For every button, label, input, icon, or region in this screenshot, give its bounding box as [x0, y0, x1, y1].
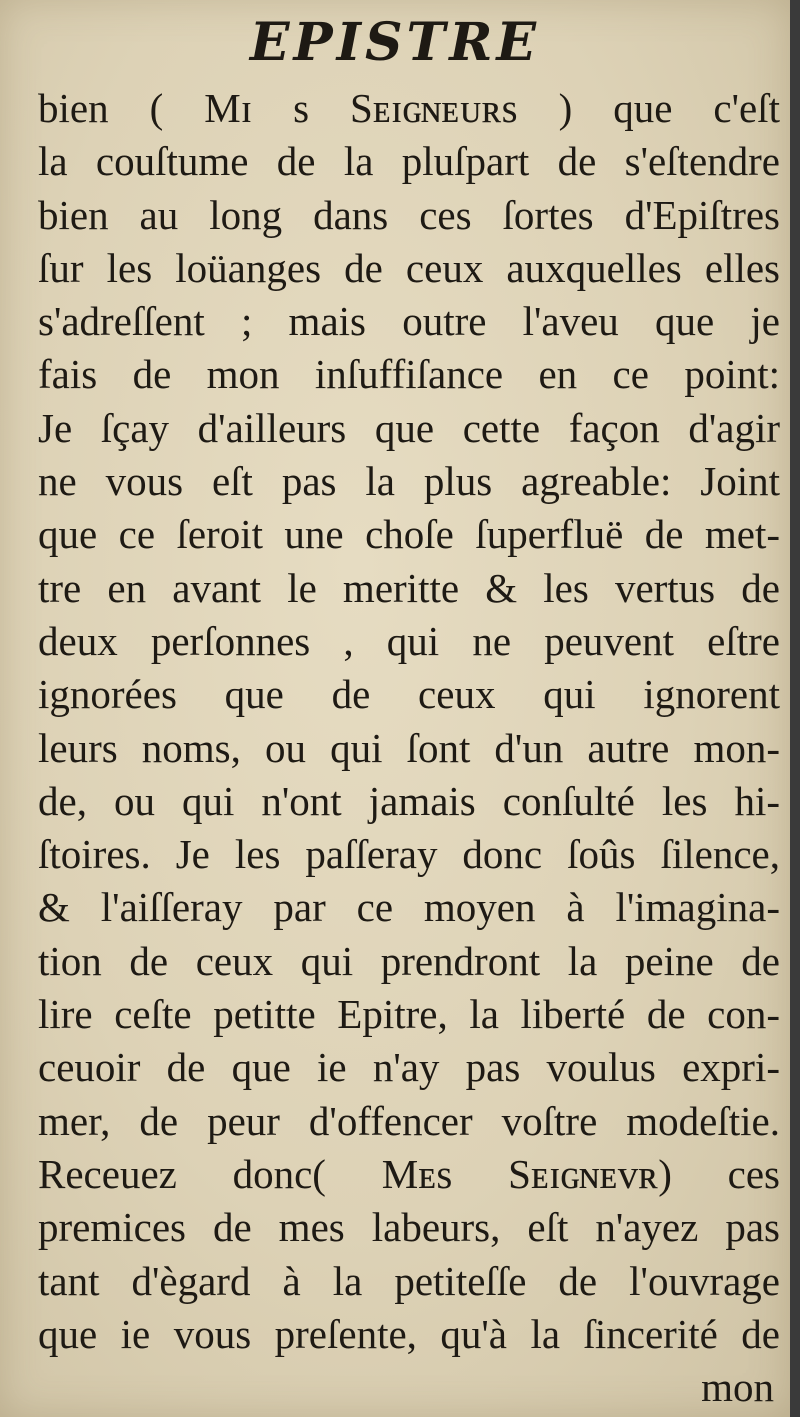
text-line: tre en avant le meritte & les vertus de [38, 564, 780, 611]
text-line: fais de mon inſuffiſance en ce point: [38, 351, 780, 398]
text-line: ne vous eſt pas la plus agreable: Joint [38, 458, 780, 505]
text-line: Je ſçay d'ailleurs que cette façon d'agir [38, 404, 780, 451]
text-line: tant d'ègard à la petiteſſe de l'ouvrage [38, 1257, 780, 1304]
text-line: premices de mes labeurs, eſt n'ayez pas [38, 1204, 780, 1251]
text-line: la couſtume de la pluſpart de s'eſtendre [38, 138, 780, 185]
text-line: & l'aiſſeray par ce moyen à l'imagina- [38, 884, 780, 931]
body-text [38, 82, 780, 1414]
text-line: ceuoir de que ie n'ay pas voulus expri- [38, 1044, 780, 1091]
text-line: bien ( Mɪ s Sᴇɪɢɴᴇᴜʀs ) que c'eſt [38, 85, 780, 131]
text-line: leurs noms, ou qui ſont d'un autre mon- [38, 724, 780, 771]
text-line: Receuez donc( Mᴇs Sᴇɪɢɴᴇᴠʀ) ces [38, 1150, 780, 1197]
text-line: ſur les loüanges de ceux auxquelles elles [38, 244, 780, 291]
text-line: que ce ſeroit une choſe ſuperfluë de met- [38, 511, 780, 558]
running-header: EPISTRE [249, 12, 541, 73]
text-line: lire ceſte petitte Epitre, la liberté de con- [38, 991, 780, 1038]
text-line: de, ou qui n'ont jamais conſulté les hi- [38, 777, 780, 824]
catchword: mon [701, 1364, 774, 1411]
text-line: ignorées que de ceux qui ignorent [38, 671, 780, 718]
text-line: mer, de peur d'offencer voſtre modeſtie. [38, 1097, 780, 1144]
text-line: ſtoires. Je les paſſeray donc ſoûs ſilence, [38, 831, 780, 878]
text-line: que ie vous preſente, qu'à la ſincerité de [38, 1310, 780, 1357]
page-edge [790, 0, 800, 1417]
text-line: deux perſonnes , qui ne peuvent eſtre [38, 617, 780, 664]
text-line: s'adreſſent ; mais outre l'aveu que je [38, 298, 780, 345]
text-line: bien au long dans ces ſortes d'Epiſtres [38, 191, 780, 238]
text-line: tion de ceux qui prendront la peine de [38, 937, 780, 984]
